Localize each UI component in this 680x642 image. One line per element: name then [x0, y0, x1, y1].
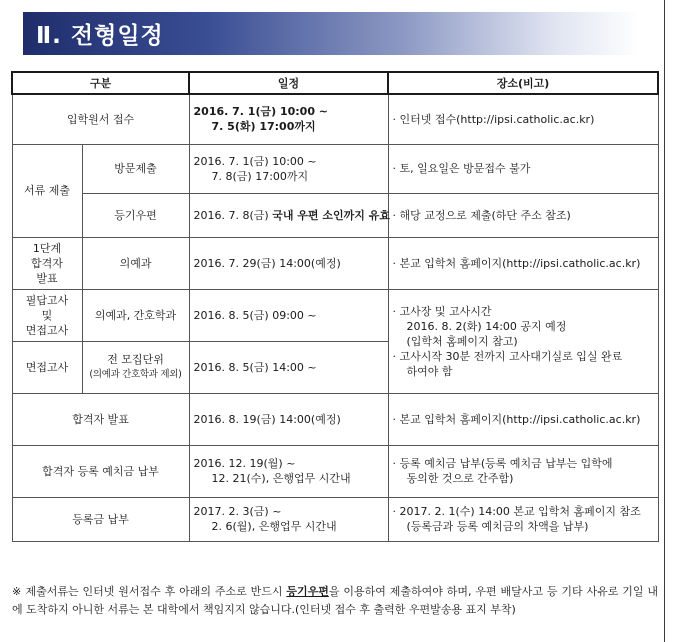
mail-label: 등기우편: [82, 193, 189, 237]
interview-schedule: 2016. 8. 5(금) 14:00 ~: [189, 341, 388, 393]
footnote-emphasis: 등기우편: [286, 585, 329, 598]
header-category: 구분: [12, 72, 189, 94]
row-documents-mail: [12, 193, 658, 237]
written-exam-schedule: 2016. 8. 5(금) 09:00 ~: [189, 289, 388, 341]
stage1-dept: 의예과: [82, 237, 189, 289]
stage1-place: · 본교 입학처 홈페이지(http://ipsi.catholic.ac.kr): [388, 237, 658, 289]
visit-label: 방문제출: [82, 144, 189, 193]
row-written-exam: [12, 289, 658, 341]
mail-place: · 해당 교정으로 제출(하단 주소 참조): [388, 193, 658, 237]
application-place: · 인터넷 접수(http://ipsi.catholic.ac.kr): [388, 94, 658, 144]
final-announce-schedule: 2016. 8. 19(금) 14:00(예정): [189, 393, 388, 445]
row-documents-visit: [12, 144, 658, 193]
visit-schedule: 2016. 7. 1(금) 10:00 ~ 7. 8(금) 17:00까지: [189, 144, 388, 193]
deposit-schedule: 2016. 12. 19(월) ~ 12. 21(수), 은행업무 시간내: [189, 445, 388, 497]
application-schedule: 2016. 7. 1(금) 10:00 ~ 7. 5(화) 17:00까지: [189, 94, 388, 144]
row-application: [12, 94, 658, 144]
application-label: 입학원서 접수: [12, 94, 189, 144]
section-title: Ⅱ. 전형일정: [36, 23, 164, 49]
section-banner: [23, 12, 640, 55]
row-stage1: [12, 237, 658, 289]
deposit-place: · 등록 예치금 납부(등록 예치금 납부는 입학에 동의한 것으로 간주함): [388, 445, 658, 497]
header-place: 장소(비고): [388, 72, 658, 94]
footnote: ※ 제출서류는 인터넷 원서접수 후 아래의 주소로 반드시 등기우편을 이용하여 제출하여야 하며, 우편 배달사고 등 기타 사유로 기일 내에 도착하지 아니한 서류는 본 대학에서 책임지지 않습니다.(인터넷 접수 후 출력한 우편발송용 표지 부착): [12, 585, 658, 616]
stage1-schedule: 2016. 7. 29(금) 14:00(예정): [189, 237, 388, 289]
tuition-place: · 2017. 2. 1(수) 14:00 본교 입학처 홈페이지 참조 (등록금과 등록 예치금의 차액을 납부): [388, 497, 658, 541]
mail-schedule: 2016. 7. 8(금) 국내 우편 소인까지 유효: [189, 193, 388, 237]
interview-dept: 전 모집단위 (의예과 간호학과 제외): [82, 341, 189, 393]
final-announce-label: 합격자 발표: [12, 393, 189, 445]
deposit-label: 합격자 등록 예치금 납부: [12, 445, 189, 497]
written-exam-label: 필답고사 및 면접고사: [12, 289, 82, 341]
row-final-announce: [12, 393, 658, 445]
tuition-schedule: 2017. 2. 3(금) ~ 2. 6(월), 은행업무 시간내: [189, 497, 388, 541]
right-margin-line: [664, 0, 665, 642]
row-deposit: [12, 445, 658, 497]
tuition-label: 등록금 납부: [12, 497, 189, 541]
schedule-table: [11, 71, 659, 542]
visit-place: · 토, 일요일은 방문접수 불가: [388, 144, 658, 193]
header-row: [12, 72, 658, 94]
exam-notes: · 고사장 및 고사시간 2016. 8. 2(화) 14:00 공지 예정 (입학처 홈페이지 참고) · 고사시작 30분 전까지 고사대기실로 입실 완료 하여야 함: [388, 289, 658, 393]
interview-label: 면접고사: [12, 341, 82, 393]
final-announce-place: · 본교 입학처 홈페이지(http://ipsi.catholic.ac.kr): [388, 393, 658, 445]
written-exam-dept: 의예과, 간호학과: [82, 289, 189, 341]
stage1-label: 1단계 합격자 발표: [12, 237, 82, 289]
row-tuition: [12, 497, 658, 541]
documents-label: 서류 제출: [12, 144, 82, 237]
header-schedule: 일정: [189, 72, 388, 94]
